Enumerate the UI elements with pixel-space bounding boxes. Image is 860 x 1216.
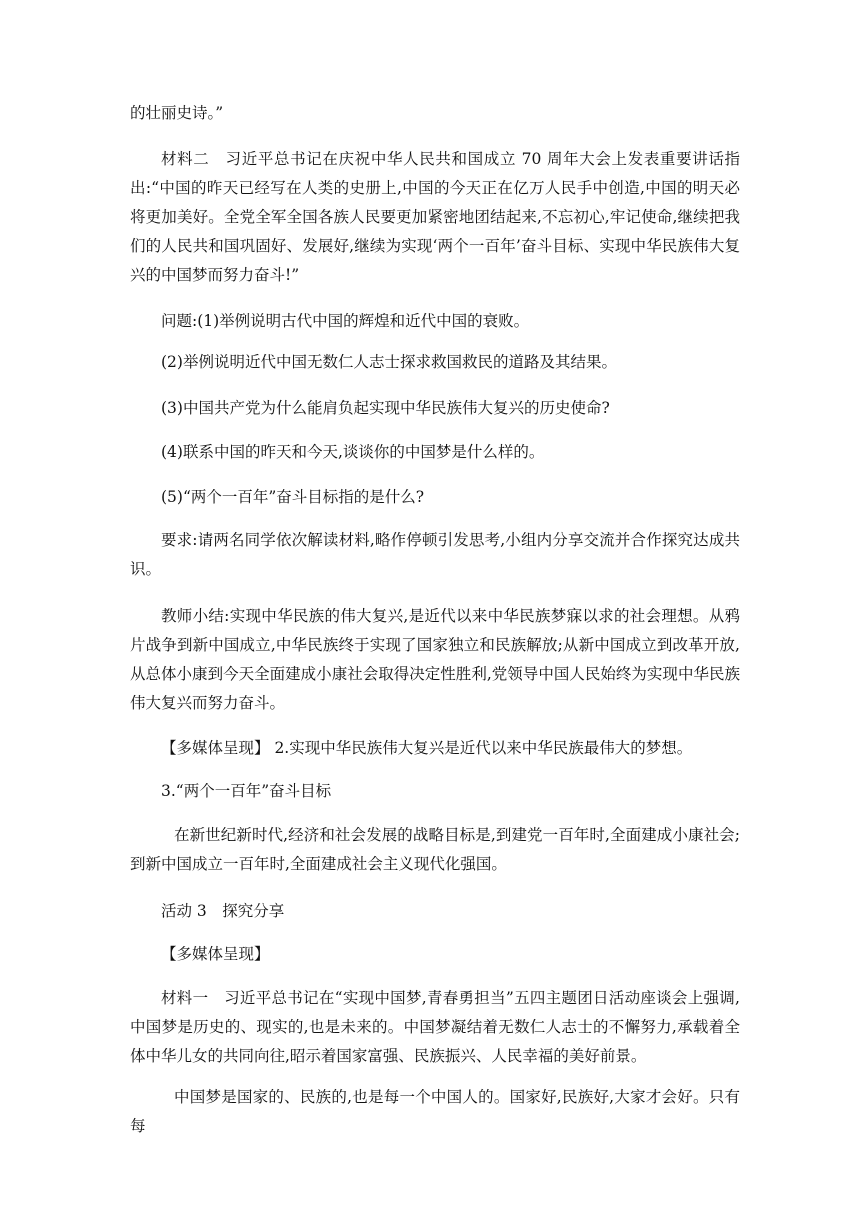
media-tag: 【多媒体呈现】	[161, 739, 270, 757]
question-5: (5)“两个一百年”奋斗目标指的是什么?	[161, 488, 425, 506]
paragraph-requirement: 要求:请两名同学依次解读材料,略作停顿引发思考,小组内分享交流并合作探究达成共识。	[130, 531, 740, 578]
paragraph-poem-ending: 的壮丽史诗。”	[130, 104, 224, 122]
paragraph-media-2: 【多媒体呈现】	[161, 945, 270, 963]
paragraph-chinese-dream: 中国梦是国家的、民族的,也是每一个中国人的。国家好,民族好,大家才会好。只有每	[130, 1088, 740, 1135]
question-4: (4)联系中国的昨天和今天,谈谈你的中国梦是什么样的。	[161, 443, 545, 461]
heading-activity-3: 活动 3 探究分享	[161, 902, 285, 920]
paragraph-strategic-goal: 在新世纪新时代,经济和社会发展的战略目标是,到建党一百年时,全面建成小康社会;到新中国成立一百年时,全面建成社会主义现代化强国。	[130, 826, 740, 873]
paragraph-material-two: 材料二 习近平总书记在庆祝中华人民共和国成立 70 周年大会上发表重要讲话指出:“中国的昨天已经写在人类的史册上,中国的今天正在亿万人民手中创造,中国的明天必将更加美好。全党全军全国各族人民要更加紧密地团结起来,不忘初心,牢记使命,继续把我们的人民共和国巩固好、发展好,继续为实现‘两个一百年’奋斗目标、实现中华民族伟大复兴的中国梦而努力奋斗!”	[130, 150, 740, 284]
question-3: (3)中国共产党为什么能肩负起实现中华民族伟大复兴的历史使命?	[161, 399, 610, 417]
question-2: (2)举例说明近代中国无数仁人志士探求救国救民的道路及其结果。	[161, 353, 617, 371]
media-text: 2.实现中华民族伟大复兴是近代以来中华民族最伟大的梦想。	[269, 739, 693, 757]
question-1: 问题:(1)举例说明古代中国的辉煌和近代中国的衰败。	[161, 312, 530, 330]
heading-two-centenary-goals: 3.“两个一百年”奋斗目标	[161, 782, 332, 800]
paragraph-media-1	[130, 734, 740, 763]
paragraph-teacher-summary: 教师小结:实现中华民族的伟大复兴,是近代以来中华民族梦寐以求的社会理想。从鸦片战争到新中国成立,中华民族终于实现了国家独立和民族解放;从新中国成立到改革开放,从总体小康到今天全面建成小康社会取得决定性胜利,党领导中国人民始终为实现中华民族伟大复兴而努力奋斗。	[130, 607, 740, 712]
paragraph-material-one: 材料一 习近平总书记在“实现中国梦,青春勇担当”五四主题团日活动座谈会上强调,中国梦是历史的、现实的,也是未来的。中国梦凝结着无数仁人志士的不懈努力,承载着全体中华儿女的共同向往,昭示着国家富强、民族振兴、人民幸福的美好前景。	[130, 989, 740, 1065]
